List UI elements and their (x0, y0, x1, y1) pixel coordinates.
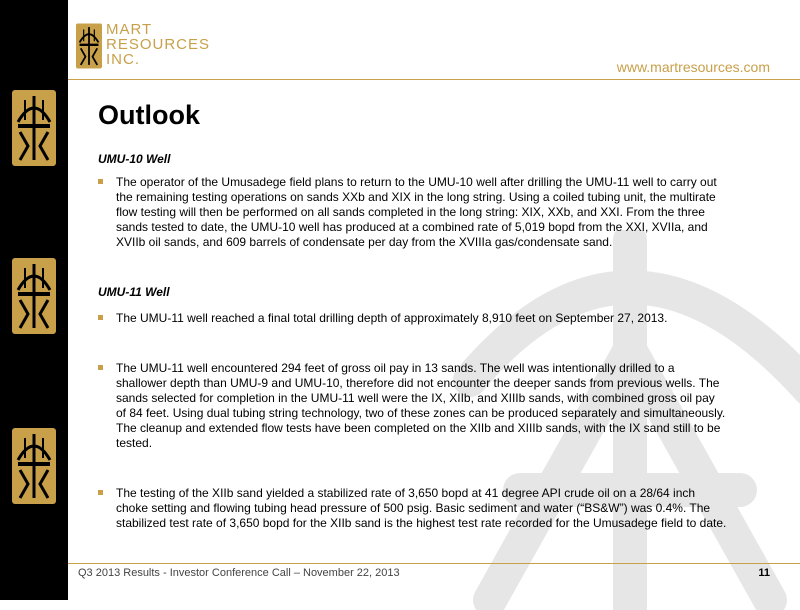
sidebar-logo-icon (12, 90, 56, 166)
sidebar-logo-icon (12, 258, 56, 334)
left-sidebar (0, 0, 68, 600)
sidebar-logo-icon (12, 428, 56, 504)
list-item: The UMU-11 well encountered 294 feet of gross oil pay in 13 sands. The well was intentionally drilled to a shallower depth than UMU-9 and UMU-10, therefore did not encounter the deeper sands from previous wells. The sands selected for completion in the UMU-11 well were the IX, XIIb, and XIIIb sands, with combined gross oil pay of 84 feet. Using dual tubing string technology, two of these zones can be produced separately and simultaneously. The cleanup and extended flow tests have been completed on the XIIb and XIIIb sands, with the IX sand still to be tested. (98, 361, 728, 451)
website-url: www.martresources.com (616, 59, 770, 75)
page-title: Outlook (98, 100, 200, 130)
list-item: The UMU-11 well reached a final total drilling depth of approximately 8,910 feet on September 27, 2013. (98, 311, 728, 326)
bullet-icon (98, 490, 103, 495)
bullet-icon (98, 315, 103, 320)
company-name: MART RESOURCES INC. (106, 21, 211, 68)
mart-logo-icon (76, 22, 102, 70)
footer-text: Q3 2013 Results - Investor Conference Call – November 22, 2013 (78, 567, 400, 579)
page-number: 11 (758, 567, 770, 579)
header-divider (68, 79, 800, 80)
section-heading: UMU-11 Well (98, 285, 170, 299)
section-heading: UMU-10 Well (98, 152, 171, 166)
bullet-icon (98, 365, 103, 370)
footer-divider (68, 563, 800, 564)
bullet-icon (98, 179, 103, 184)
list-item: The testing of the XIIb sand yielded a stabilized rate of 3,650 bopd at 41 degree API crude oil on a 28/64 inch choke setting and flowing tubing head pressure of 500 psig. Basic sediment and water (“BS&W”) was 0.4%. The stabilized test rate of 3,650 bopd for the XIIb sand is the highest test rate recorded for the Umusadege field to date. (98, 486, 728, 531)
list-item: The operator of the Umusadege field plans to return to the UMU-10 well after drilling the UMU-11 well to carry out the remaining testing operations on sands XXb and XIX in the long string. Using a coiled tubing unit, the multirate flow testing will then be performed on all sands completed in the long string: XIX, XXb, and XXI. From the three sands tested to date, the UMU-10 well has produced at a combined rate of 5,019 bopd from the XXI, XVIIa, and XVIIb oil sands, and 609 barrels of condensate per day from the XVIIIa gas/condensate sand. (98, 175, 728, 250)
